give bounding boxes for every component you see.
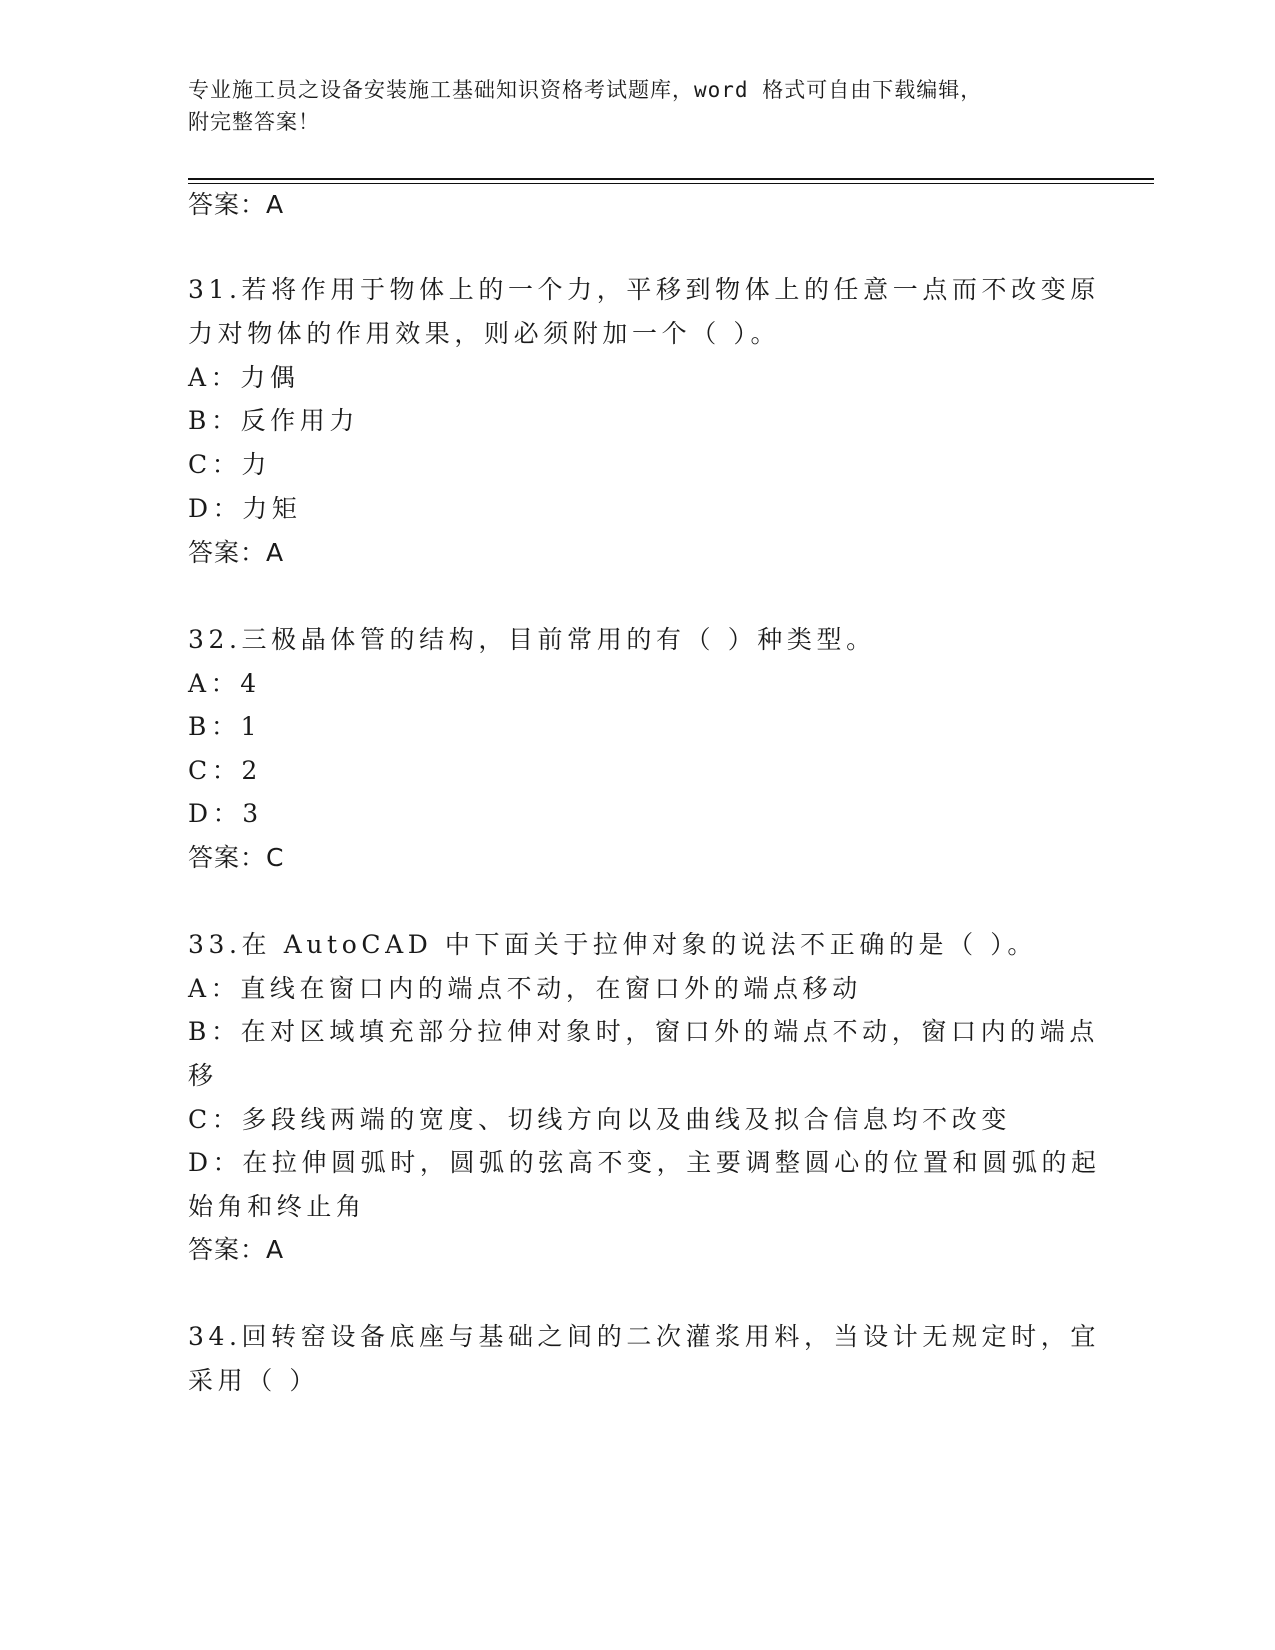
q32-option-a: A：4 bbox=[188, 669, 261, 698]
q31-option-b: B：反作用力 bbox=[188, 406, 359, 435]
header-line-1: 专业施工员之设备安装施工基础知识资格考试题库，word 格式可自由下载编辑， bbox=[188, 78, 983, 102]
document-header bbox=[188, 74, 1068, 138]
q32-option-c: C：2 bbox=[188, 756, 262, 785]
q33-stem-line-1: 33.在 AutoCAD 中下面关于拉伸对象的说法不正确的是（ ）。 bbox=[188, 930, 1037, 959]
q33-option-d-line-2: 始角和终止角 bbox=[188, 1192, 366, 1221]
header-divider-thin bbox=[188, 183, 1154, 184]
q31-stem-line-2: 力对物体的作用效果，则必须附加一个（ ）。 bbox=[188, 319, 781, 348]
q33-option-b-line-2: 移 bbox=[188, 1061, 218, 1090]
q32-stem-line-1: 32.三极晶体管的结构，目前常用的有（ ）种类型。 bbox=[188, 625, 876, 654]
q34-stem-line-1: 34.回转窑设备底座与基础之间的二次灌浆用料，当设计无规定时，宜 bbox=[188, 1322, 1100, 1351]
q33-answer: 答案：A bbox=[188, 1235, 285, 1264]
header-divider-thick bbox=[188, 178, 1154, 180]
q32-answer: 答案：C bbox=[188, 843, 285, 872]
q31-option-c: C：力 bbox=[188, 450, 271, 479]
q31-stem-line-1: 31.若将作用于物体上的一个力，平移到物体上的任意一点而不改变原 bbox=[188, 275, 1100, 304]
q34-stem-line-2: 采用（ ） bbox=[188, 1366, 319, 1395]
q33-option-a: A：直线在窗口内的端点不动，在窗口外的端点移动 bbox=[188, 974, 862, 1003]
q33-option-c: C：多段线两端的宽度、切线方向以及曲线及拟合信息均不改变 bbox=[188, 1105, 1011, 1134]
header-line-2: 附完整答案！ bbox=[188, 110, 320, 134]
q33-option-b-line-1: B：在对区域填充部分拉伸对象时，窗口外的端点不动，窗口内的端点 bbox=[188, 1017, 1099, 1046]
q31-answer: 答案：A bbox=[188, 538, 285, 567]
answer-previous: 答案：A bbox=[188, 190, 285, 219]
q32-option-d: D：3 bbox=[188, 799, 263, 828]
q31-option-d: D：力矩 bbox=[188, 494, 302, 523]
q32-option-b: B：1 bbox=[188, 712, 262, 741]
q31-option-a: A：力偶 bbox=[188, 363, 300, 392]
q33-option-d-line-1: D：在拉伸圆弧时，圆弧的弦高不变，主要调整圆心的位置和圆弧的起 bbox=[188, 1148, 1101, 1177]
